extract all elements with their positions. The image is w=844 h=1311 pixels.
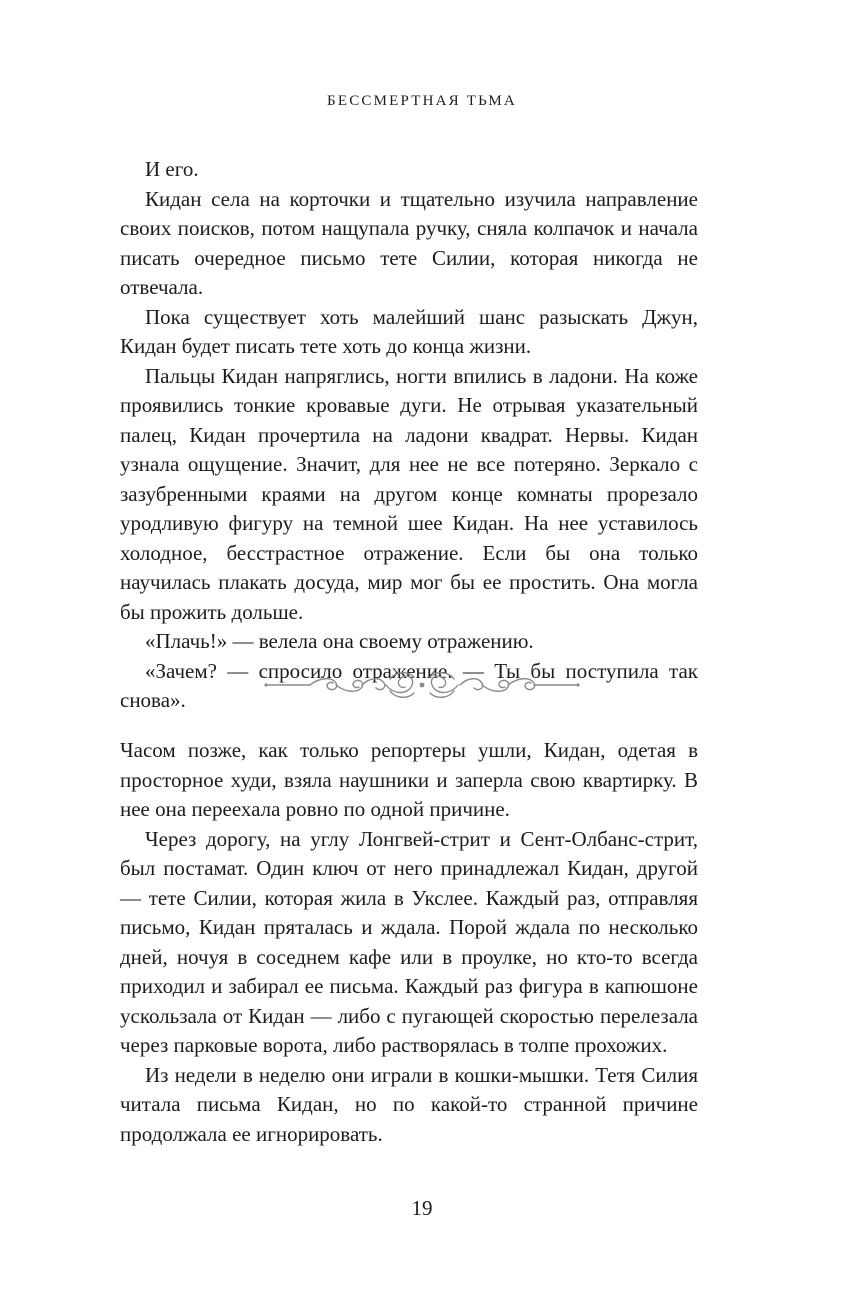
paragraph: Через дорогу, на углу Лонгвей-стрит и Сент-Олбанс-стрит, был постамат. Один ключ от него принадлежал Кидан, другой — тете Силии, которая жила в Укслее. Каждый раз, отправляя письмо, Кидан пряталась и ждала. Порой ждала по несколько дней, ночуя в соседнем кафе или в проулке, но кто-то всегда приходил и забирал ее письма. Каждый раз фигура в капюшоне ускользала от Кидан — либо с пугающей скоростью перелезала через парковые ворота, либо растворялась в толпе прохожих. xyxy=(120,826,698,1057)
paragraph: «Плачь!» — велела она своему отражению. xyxy=(145,629,534,653)
paragraph: Из недели в неделю они играли в кошки-мышки. Тетя Силия читала письма Кидан, но по какой-то странной причине продолжала ее игнорировать. xyxy=(120,1062,698,1146)
paragraph: И его. xyxy=(145,157,199,181)
paragraph: Пальцы Кидан напряглись, ногти впились в ладони. На коже проявились тонкие кровавые дуги. Не отрывая указательный палец, Кидан прочертила на ладони квадрат. Нервы. Кидан узнала ощущение. Значит, для нее не все потеряно. Зеркало с зазубренными краями на другом конце комнаты прорезало уродливую фигуру на темной шее Кидан. На нее уставилось холодное, бесстрастное отражение. Если бы она только научилась плакать досуда, мир мог бы ее простить. Она могла бы прожить дольше. xyxy=(120,363,698,624)
paragraph: Кидан села на корточки и тщательно изучила направление своих поисков, потом нащупала ручку, сняла колпачок и начала писать очередное письмо тете Силии, которая никогда не отвечала. xyxy=(120,186,698,299)
text-section-1 xyxy=(120,155,698,716)
text-section-2 xyxy=(120,736,698,1149)
floral-divider-icon xyxy=(262,667,582,703)
running-title: БЕССМЕРТНАЯ ТЬМА xyxy=(327,93,517,109)
paragraph: Часом позже, как только репортеры ушли, Кидан, одетая в просторное худи, взяла наушники и заперла свою квартирку. В нее она переехала ровно по одной причине. xyxy=(120,738,698,821)
paragraph: «Зачем? — спросило отражение. — Ты бы поступила так снова». xyxy=(120,658,698,712)
page-number: 19 xyxy=(411,1196,433,1220)
paragraph: Пока существует хоть малейший шанс разыскать Джун, Кидан будет писать тете хоть до конца жизни. xyxy=(120,304,698,358)
